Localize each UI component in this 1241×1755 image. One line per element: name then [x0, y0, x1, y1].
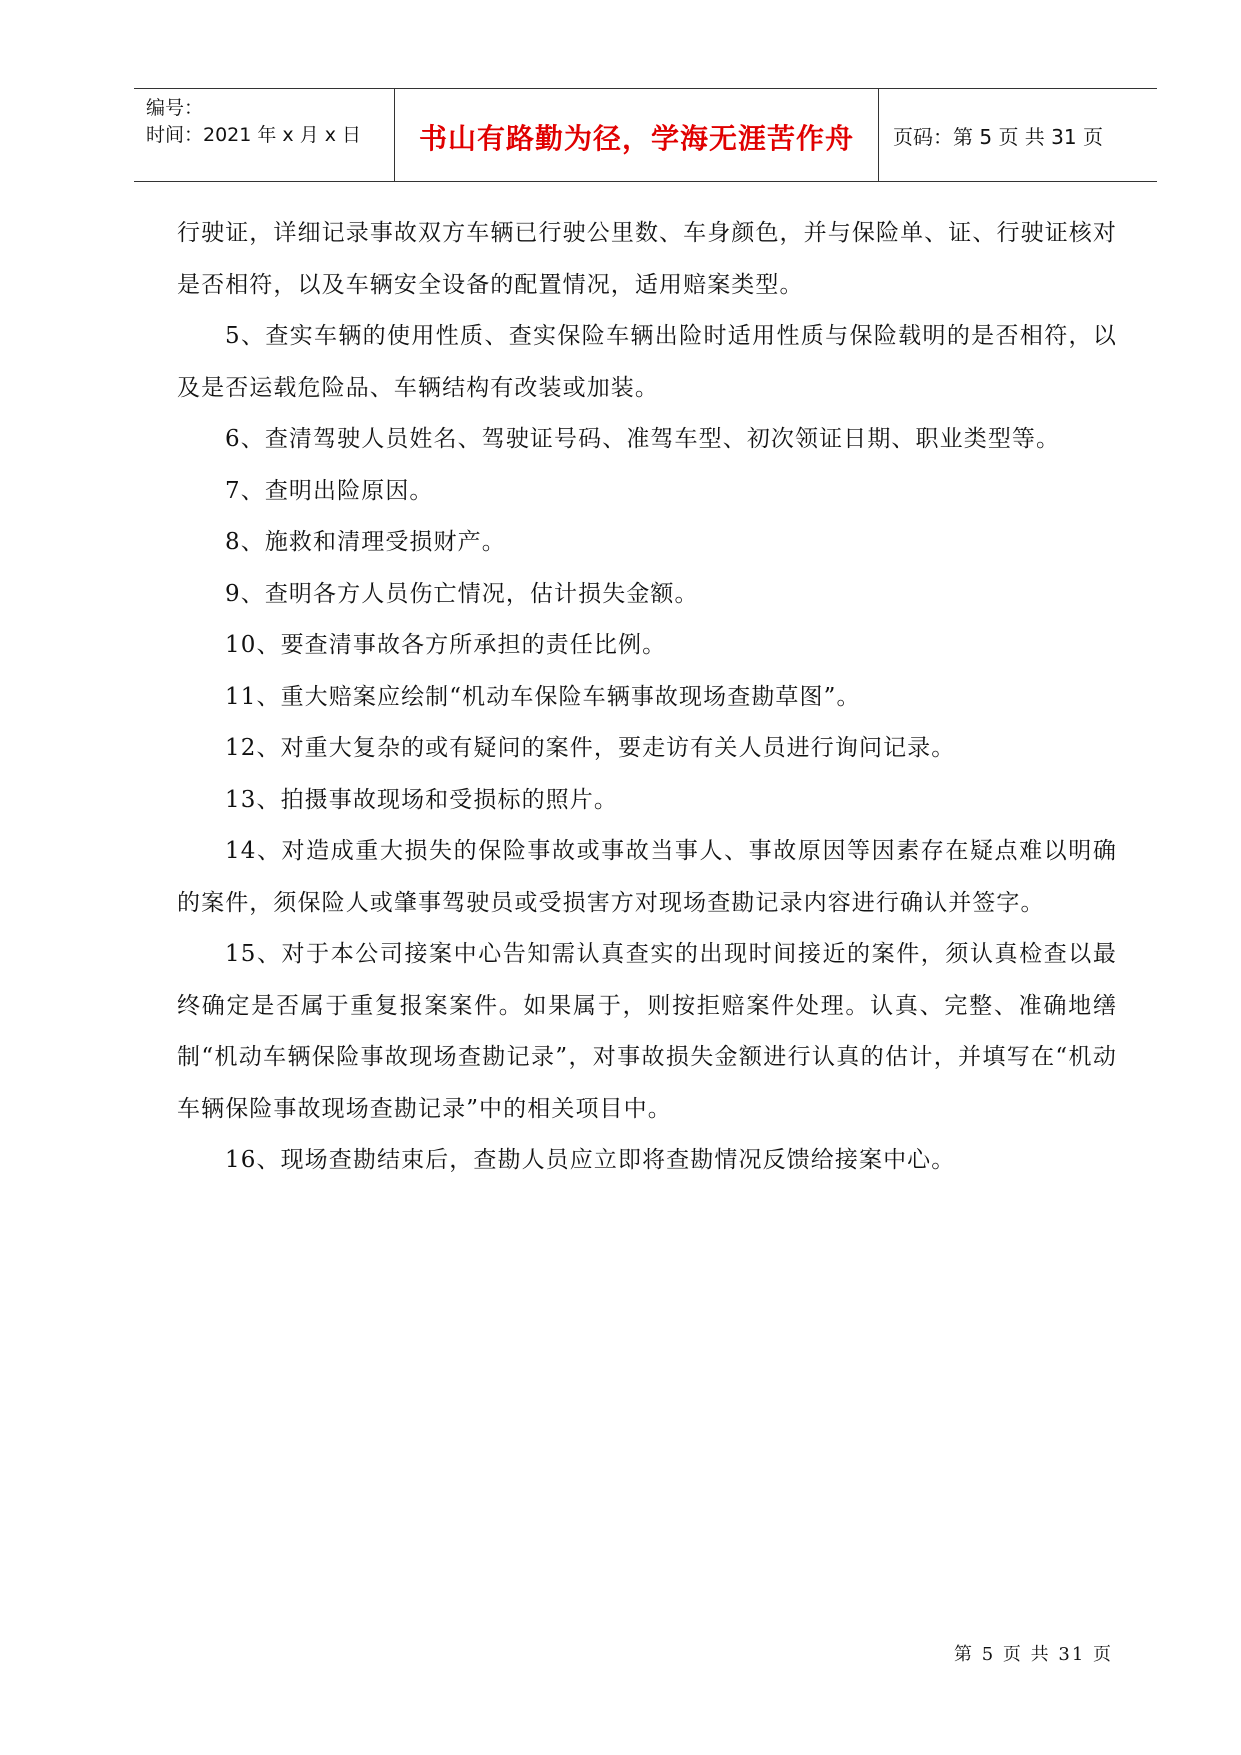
page-footer-number: 第 5 页 共 31 页 — [954, 1644, 1113, 1665]
paragraph-continued: 行驶证，详细记录事故双方车辆已行驶公里数、车身颜色，并与保险单、证、行驶证核对是否相符，以及车辆安全设备的配置情况，适用赔案类型。 — [177, 220, 1117, 298]
paragraph-item-11: 11、重大赔案应绘制“机动车保险车辆事故现场查勘草图”。 — [225, 683, 861, 710]
page-header — [134, 88, 1157, 182]
paragraph-item-13: 13、拍摄事故现场和受损标的照片。 — [225, 786, 618, 813]
paragraph-item-14: 14、对造成重大损失的保险事故或事故当事人、事故原因等因素存在疑点难以明确的案件，须保险人或肇事驾驶员或受损害方对现场查勘记录内容进行确认并签字。 — [177, 838, 1117, 916]
paragraph-item-15: 15、对于本公司接案中心告知需认真查实的出现时间接近的案件，须认真检查以最终确定是否属于重复报案案件。如果属于，则按拒赔案件处理。认真、完整、准确地缮制“机动车辆保险事故现场查勘记录”，对事故损失金额进行认真的估计，并填写在“机动车辆保险事故现场查勘记录”中的相关项目中。 — [177, 941, 1117, 1122]
header-page-number: 页码：第 5 页 共 31 页 — [893, 125, 1103, 149]
header-info-cell — [134, 89, 395, 181]
paragraph-item-10: 10、要查清事故各方所承担的责任比例。 — [225, 632, 667, 658]
header-motto-cell — [395, 89, 879, 181]
header-page-cell — [879, 89, 1157, 181]
header-motto: 书山有路勤为径，学海无涯苦作舟 — [418, 122, 854, 155]
document-number-label: 编号： — [146, 97, 204, 119]
paragraph-item-9: 9、查明各方人员伤亡情况，估计损失金额。 — [225, 580, 699, 607]
paragraph-item-7: 7、查明出险原因。 — [225, 477, 434, 504]
paragraph-item-5: 5、查实车辆的使用性质、查实保险车辆出险时适用性质与保险载明的是否相符，以及是否运载危险品、车辆结构有改装或加装。 — [177, 323, 1117, 401]
paragraph-item-16: 16、现场查勘结束后，查勘人员应立即将查勘情况反馈给接案中心。 — [225, 1147, 956, 1173]
paragraph-item-12: 12、对重大复杂的或有疑问的案件，要走访有关人员进行询问记录。 — [225, 735, 956, 761]
document-body — [177, 208, 1117, 1187]
paragraph-item-6: 6、查清驾驶人员姓名、驾驶证号码、准驾车型、初次领证日期、职业类型等。 — [225, 426, 1061, 452]
paragraph-item-8: 8、施救和清理受损财产。 — [225, 529, 506, 555]
document-time-label: 时间：2021 年 x 月 x 日 — [146, 124, 362, 146]
